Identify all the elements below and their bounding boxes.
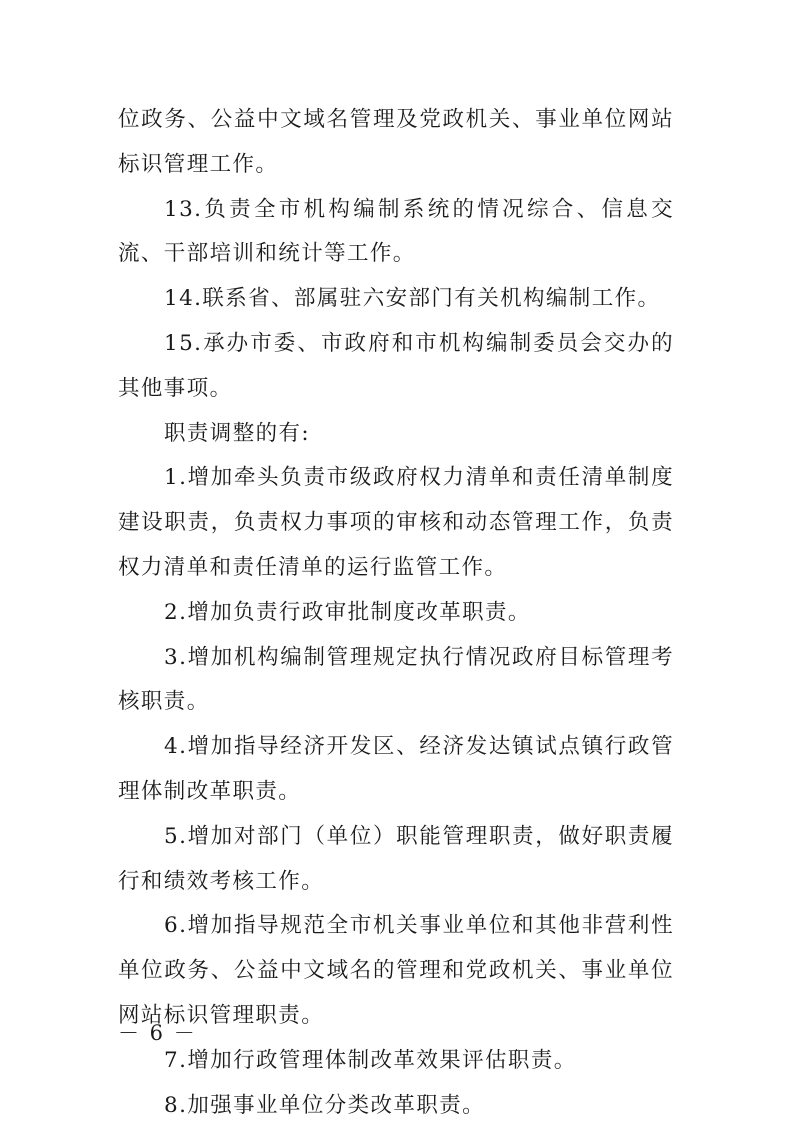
paragraph-adjustment-4: 4.增加指导经济开发区、经济发达镇试点镇行政管理体制改革职责。 [118, 734, 674, 804]
document-body [118, 98, 674, 1128]
paragraph-adjustment-1: 1.增加牵头负责市级政府权力清单和责任清单制度建设职责，负责权力事项的审核和动态管理工作，负责权力清单和责任清单的运行监管工作。 [118, 465, 674, 580]
paragraph-adjustment-8: 8.加强事业单位分类改革职责。 [164, 1092, 486, 1118]
paragraph-item-14: 14.联系省、部属驻六安部门有关机构编制工作。 [164, 286, 661, 312]
paragraph-adjustment-2: 2.增加负责行政审批制度改革职责。 [164, 599, 531, 625]
paragraph-item-15: 15.承办市委、市政府和市机构编制委员会交办的其他事项。 [118, 330, 674, 401]
paragraph-adjustment-6: 6.增加指导规范全市机关事业单位和其他非营利性单位政务、公益中文域名的管理和党政机关、事业单位网站标识管理职责。 [118, 913, 674, 1028]
paragraph-adjustment-7: 7.增加行政管理体制改革效果评估职责。 [164, 1047, 577, 1073]
page-number: － 6 － [118, 1021, 197, 1045]
paragraph-adjustment-3: 3.增加机构编制管理规定执行情况政府目标管理考核职责。 [118, 644, 674, 715]
paragraph-adjustment-5: 5.增加对部门（单位）职能管理职责，做好职责履行和绩效考核工作。 [118, 823, 674, 894]
paragraph-item-13: 13.负责全市机构编制系统的情况综合、信息交流、干部培训和统计等工作。 [118, 196, 674, 267]
section-heading-adjustments: 职责调整的有: [164, 420, 311, 446]
paragraph-continuation: 位政务、公益中文域名管理及党政机关、事业单位网站标识管理工作。 [118, 107, 674, 177]
